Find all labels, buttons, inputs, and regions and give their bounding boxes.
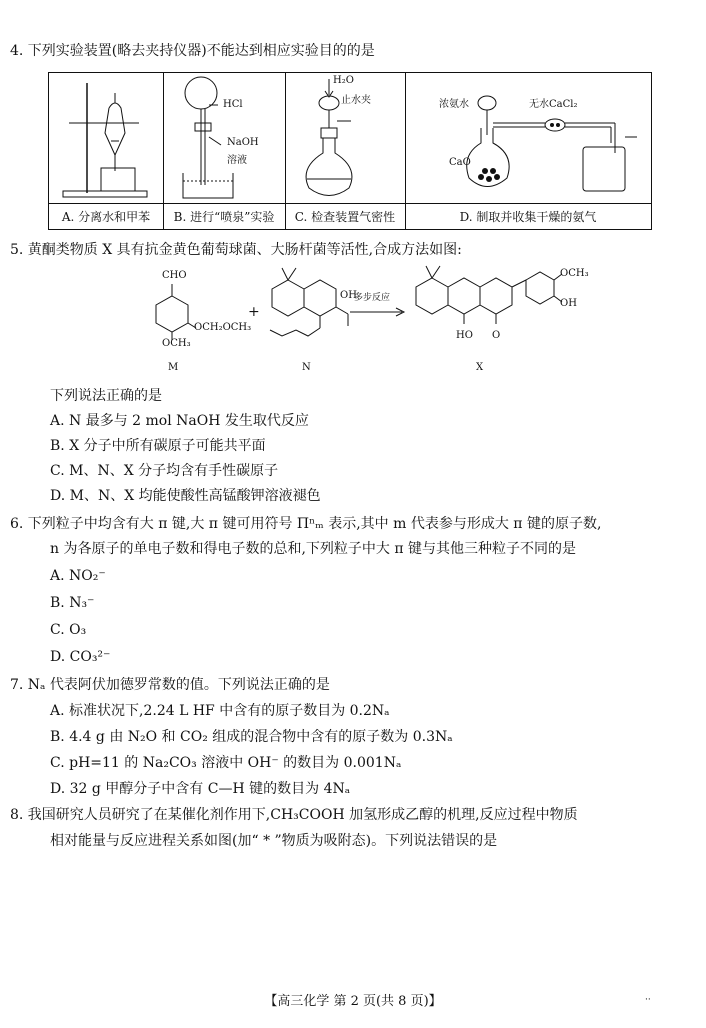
caption-b: B. 进行“喷泉”实验 [163,203,285,230]
label-clamp: 止水夹 [341,95,371,106]
label-cao: CaO [449,157,471,168]
q6-stem-continued: n 为各原子的单电子数和得电子数的总和,下列粒子中大 π 键与其他三种粒子不同的是 [50,541,577,557]
q5-option-c: C. M、N、X 分子均含有手性碳原子 [50,463,279,479]
x-oh: OH [560,298,577,309]
q5-option-a: A. N 最多与 2 mol NaOH 发生取代反应 [50,413,309,429]
q4-apparatus-figure [48,72,652,230]
arrow-label: 多步反应 [354,293,391,303]
m-name: M [168,362,179,373]
label-naoh: NaOH [227,137,259,148]
label-solution: 溶液 [227,155,247,166]
label-ammonia: 浓氨水 [439,99,469,110]
q6-option-b: B. N₃⁻ [50,595,95,611]
separatory-funnel-drawing [49,73,163,203]
n-oh: OH [340,290,357,301]
q8-stem-continued: 相对能量与反应进程关系如图(加“ * ”物质为吸附态)。下列说法错误的是 [50,833,498,849]
m-och2och3: OCH₂OCH₃ [194,322,252,333]
apparatus-b [163,73,286,229]
q5-option-d: D. M、N、X 均能使酸性高锰酸钾溶液褪色 [50,488,321,504]
fountain-experiment-drawing [163,73,285,203]
x-o: O [492,330,501,341]
plus-sign: + [248,304,260,320]
corner-mark: ·· [645,995,651,1005]
q7-option-b: B. 4.4 g 由 N₂O 和 CO₂ 组成的混合物中含有的原子数为 0.3Nₐ [50,729,453,745]
q5-option-b: B. X 分子中所有碳原子可能共平面 [50,438,266,454]
q6-option-d: D. CO₃²⁻ [50,649,111,665]
caption-a: A. 分离水和甲苯 [49,203,163,230]
n-name: N [302,362,311,373]
q7-stem: 7. Nₐ 代表阿伏加德罗常数的值。下列说法正确的是 [10,677,330,693]
q4-stem: 4. 下列实验装置(略去夹持仪器)不能达到相应实验目的的是 [10,43,375,59]
page-footer: 【高三化学 第 2 页(共 8 页)】 [264,994,442,1009]
reaction-arrow [348,302,408,322]
molecule-x [408,260,578,360]
apparatus-a [49,73,164,229]
ammonia-preparation-drawing [405,73,651,203]
x-name: X [476,362,484,373]
q6-option-a: A. NO₂⁻ [50,568,106,584]
m-cho: CHO [162,270,187,281]
label-hcl: HCl [223,99,243,110]
q6-option-c: C. O₃ [50,622,87,638]
x-ho: HO [456,330,473,341]
label-cacl2: 无水CaCl₂ [529,99,578,110]
apparatus-c [285,73,406,229]
caption-c: C. 检查装置气密性 [285,203,405,230]
x-och3: OCH₃ [560,268,589,279]
caption-d: D. 制取并收集干燥的氨气 [405,203,651,230]
q5-stem: 5. 黄酮类物质 X 具有抗金黄色葡萄球菌、大肠杆菌等活性,合成方法如图: [10,242,462,258]
q7-option-a: A. 标准状况下,2.24 L HF 中含有的原子数目为 0.2Nₐ [50,703,390,719]
q5-reaction-scheme [140,268,680,376]
apparatus-d [405,73,651,229]
label-h2o: H₂O [333,75,354,86]
q8-stem: 8. 我国研究人员研究了在某催化剂作用下,CH₃COOH 加氢形成乙醇的机理,反应过程中物质 [10,807,578,823]
q7-option-d: D. 32 g 甲醇分子中含有 C—H 键的数目为 4Nₐ [50,781,351,797]
q7-option-c: C. pH=11 的 Na₂CO₃ 溶液中 OH⁻ 的数目为 0.001Nₐ [50,755,402,771]
m-och3: OCH₃ [162,338,191,349]
q6-stem: 6. 下列粒子中均含有大 π 键,大 π 键可用符号 Πⁿₘ 表示,其中 m 代表参与形成大 π 键的原子数, [10,516,602,532]
q5-prompt: 下列说法正确的是 [50,388,162,404]
